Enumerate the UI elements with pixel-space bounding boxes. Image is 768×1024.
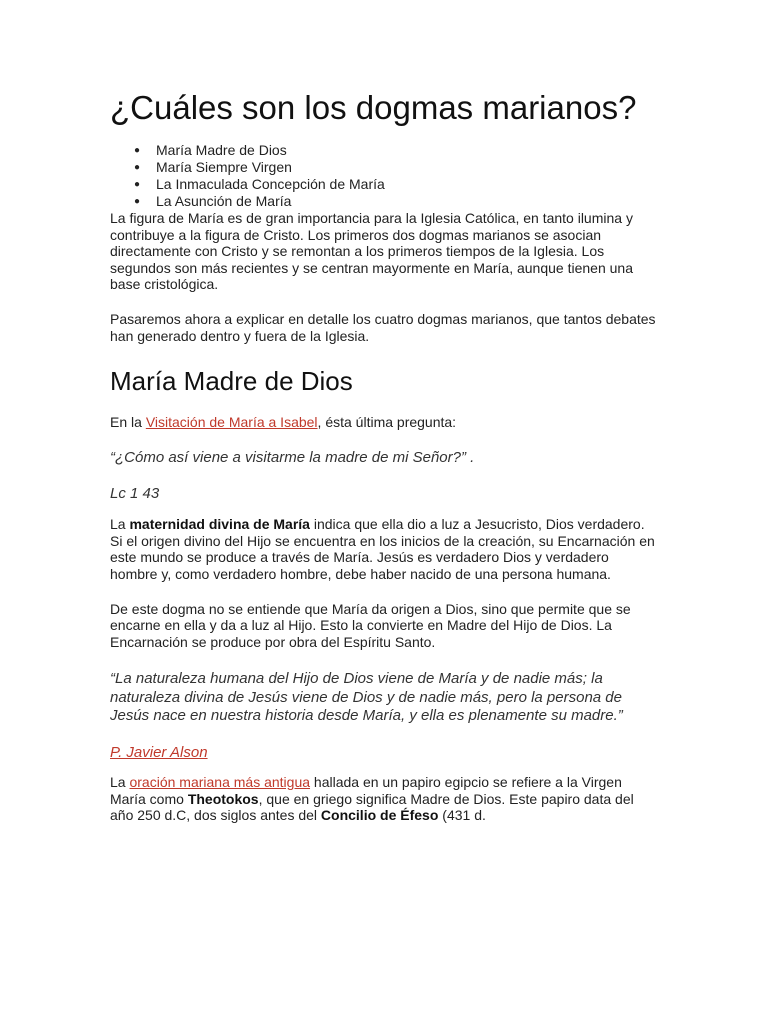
- list-item: [134, 193, 660, 210]
- page-title: ¿Cuáles son los dogmas marianos?: [110, 89, 637, 126]
- luke-quote: “¿Cómo así viene a visitarme la madre de mi Señor?” .: [110, 448, 475, 466]
- intro-paragraph: La figura de María es de gran importancia para la Iglesia Católica, en tanto ilumina y contribuye a la figura de Cristo. Los primeros dos dogmas marianos se asocian directamente con Cristo y se remontan a los primeros tiempos de la Iglesia. Los segundos son más recientes y se centran mayormente en María, aunque tienen una base cristológica.: [110, 210, 633, 293]
- bullet-icon: ●: [134, 179, 141, 190]
- visitation-text-after: , ésta última pregunta:: [317, 414, 457, 431]
- prayer-link[interactable]: oración mariana más antigua: [129, 773, 311, 790]
- quote-author-link[interactable]: P. Javier Alson: [110, 743, 208, 761]
- list-item: [134, 176, 660, 193]
- prayer-text-4: (431 d.: [438, 807, 486, 824]
- dogmas-list: [110, 142, 660, 210]
- second-paragraph: Pasaremos ahora a explicar en detalle los cuatro dogmas marianos, que tantos debates han generado dentro y fuera de la Iglesia.: [110, 310, 656, 344]
- prayer-text-2: hallada en un papiro egipcio se refiere a la Virgen María como: [110, 773, 622, 807]
- quote-author: [110, 744, 660, 762]
- prayer-text-1: La: [110, 773, 130, 790]
- bullet-icon: ●: [134, 145, 141, 156]
- maternity-bold: maternidad divina de María: [129, 516, 310, 533]
- theotokos-bold: Theotokos: [187, 790, 259, 807]
- list-item-label: La Inmaculada Concepción de María: [156, 176, 385, 192]
- section-heading: María Madre de Dios: [110, 366, 353, 397]
- maternity-paragraph: [110, 516, 660, 582]
- document-page: [110, 88, 660, 824]
- visitation-link[interactable]: Visitación de María a Isabel: [145, 414, 318, 431]
- bullet-icon: ●: [134, 196, 141, 207]
- list-item: [134, 142, 660, 159]
- prayer-text-3: , que en griego significa Madre de Dios. Este papiro data del año 250 d.C, dos siglos antes del: [110, 790, 634, 824]
- maternity-text-before: La: [110, 516, 130, 533]
- maternity-text-after: indica que ella dio a luz a Jesucristo, Dios verdadero. Si el origen divino del Hijo se encuentra en los inicios de la creación, su Encarnación en este mundo se produce a través de María. Jesús es verdadero Dios y verdadero hombre y, como verdadero hombre, debe haber nacido de una persona humana.: [110, 516, 655, 583]
- prayer-paragraph: [110, 774, 660, 824]
- dogma-paragraph: De este dogma no se entiende que María da origen a Dios, sino que permite que se encarne en ella y da a luz al Hijo. Esto la convierte en Madre del Hijo de Dios. La Encarnación se produce por obra del Espíritu Santo.: [110, 600, 631, 650]
- bullet-icon: ●: [134, 162, 141, 173]
- alson-quote: “La naturaleza humana del Hijo de Dios viene de María y de nadie más; la naturaleza divina de Jesús viene de Dios y de nadie más, pero la persona de Jesús nace en nuestra historia desde María, y ella es plenamente su madre.”: [110, 670, 623, 725]
- list-item: [134, 159, 660, 176]
- list-item-label: María Madre de Dios: [156, 142, 287, 158]
- council-bold: Concilio de Éfeso: [320, 807, 439, 824]
- list-item-label: María Siempre Virgen: [156, 159, 292, 175]
- quote-reference: Lc 1 43: [110, 485, 160, 503]
- list-item-label: La Asunción de María: [156, 193, 292, 209]
- visitation-paragraph: [110, 414, 660, 431]
- visitation-text-before: En la: [110, 414, 146, 431]
